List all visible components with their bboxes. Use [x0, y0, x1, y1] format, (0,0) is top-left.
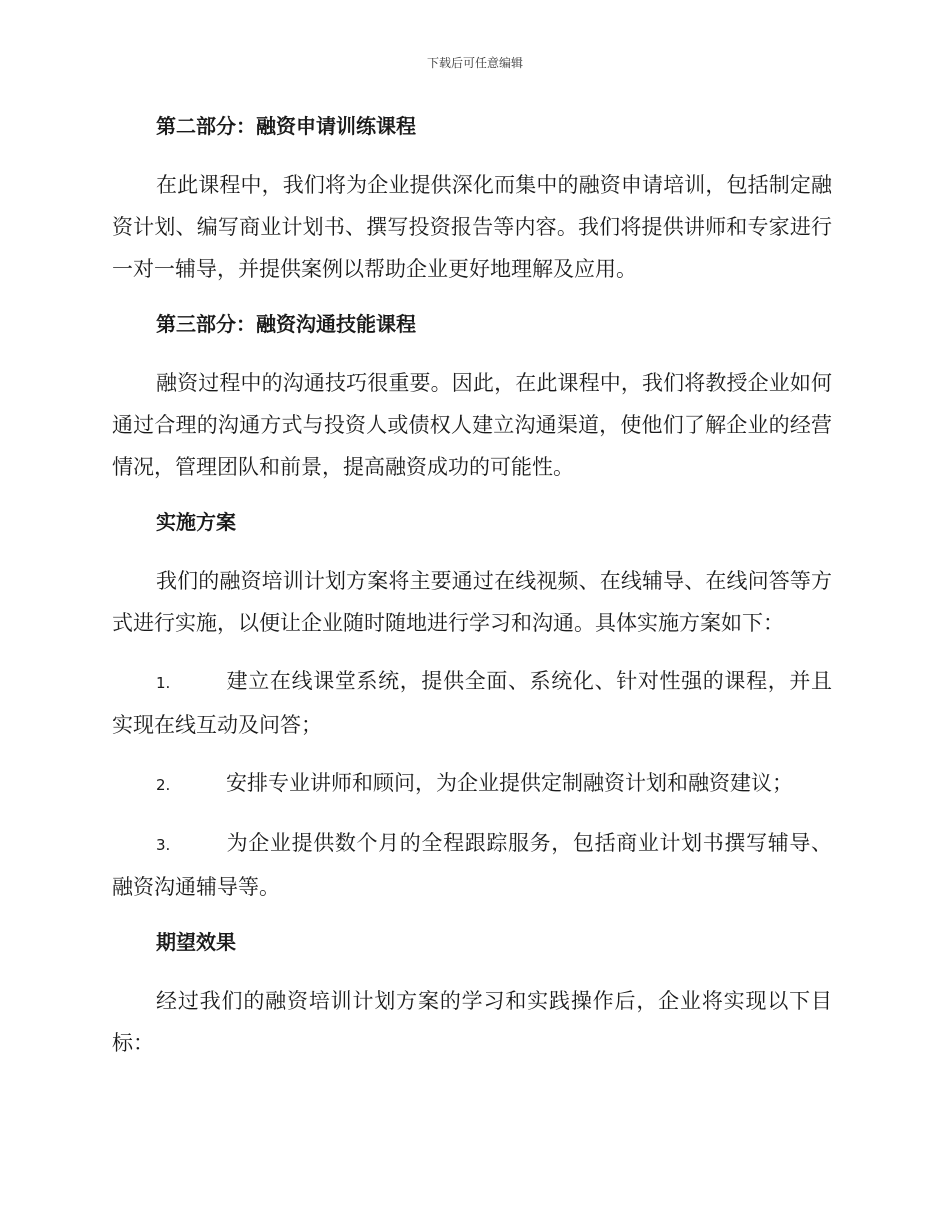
page-header: 下载后可任意编辑 — [426, 56, 523, 70]
list-number: 3. — [156, 836, 171, 854]
list-number: 2. — [156, 776, 171, 794]
section-title-expected: 期望效果 — [156, 930, 236, 954]
list-text: 为企业提供数个月的全程跟踪服务，包括商业计划书撰写辅导、融资沟通辅导等。 — [112, 831, 832, 899]
paragraph-expected: 经过我们的融资培训计划方案的学习和实践操作后，企业将实现以下目标： — [112, 989, 832, 1055]
list-text: 安排专业讲师和顾问，为企业提供定制融资计划和融资建议； — [226, 771, 793, 795]
document-body — [112, 108, 832, 1064]
paragraph-implementation: 我们的融资培训计划方案将主要通过在线视频、在线辅导、在线问答等方式进行实施，以便让企业随时随地进行学习和沟通。具体实施方案如下： — [112, 569, 832, 635]
list-item — [112, 660, 832, 746]
paragraph-part2: 在此课程中，我们将为企业提供深化而集中的融资申请培训，包括制定融资计划、编写商业计划书、撰写投资报告等内容。我们将提供讲师和专家进行一对一辅导，并提供案例以帮助企业更好地理解及应用。 — [112, 173, 832, 281]
list-item — [112, 822, 832, 908]
list-text: 建立在线课堂系统，提供全面、系统化、针对性强的课程，并且实现在线互动及问答； — [112, 669, 832, 737]
section-title-part2: 第二部分：融资申请训练课程 — [156, 114, 416, 138]
section-title-part3: 第三部分：融资沟通技能课程 — [156, 312, 416, 336]
paragraph-part3: 融资过程中的沟通技巧很重要。因此，在此课程中，我们将教授企业如何通过合理的沟通方式与投资人或债权人建立沟通渠道，使他们了解企业的经营情况，管理团队和前景，提高融资成功的可能性。 — [112, 371, 832, 479]
list-item — [112, 762, 832, 806]
section-title-implementation: 实施方案 — [156, 510, 236, 534]
list-number: 1. — [156, 674, 171, 692]
